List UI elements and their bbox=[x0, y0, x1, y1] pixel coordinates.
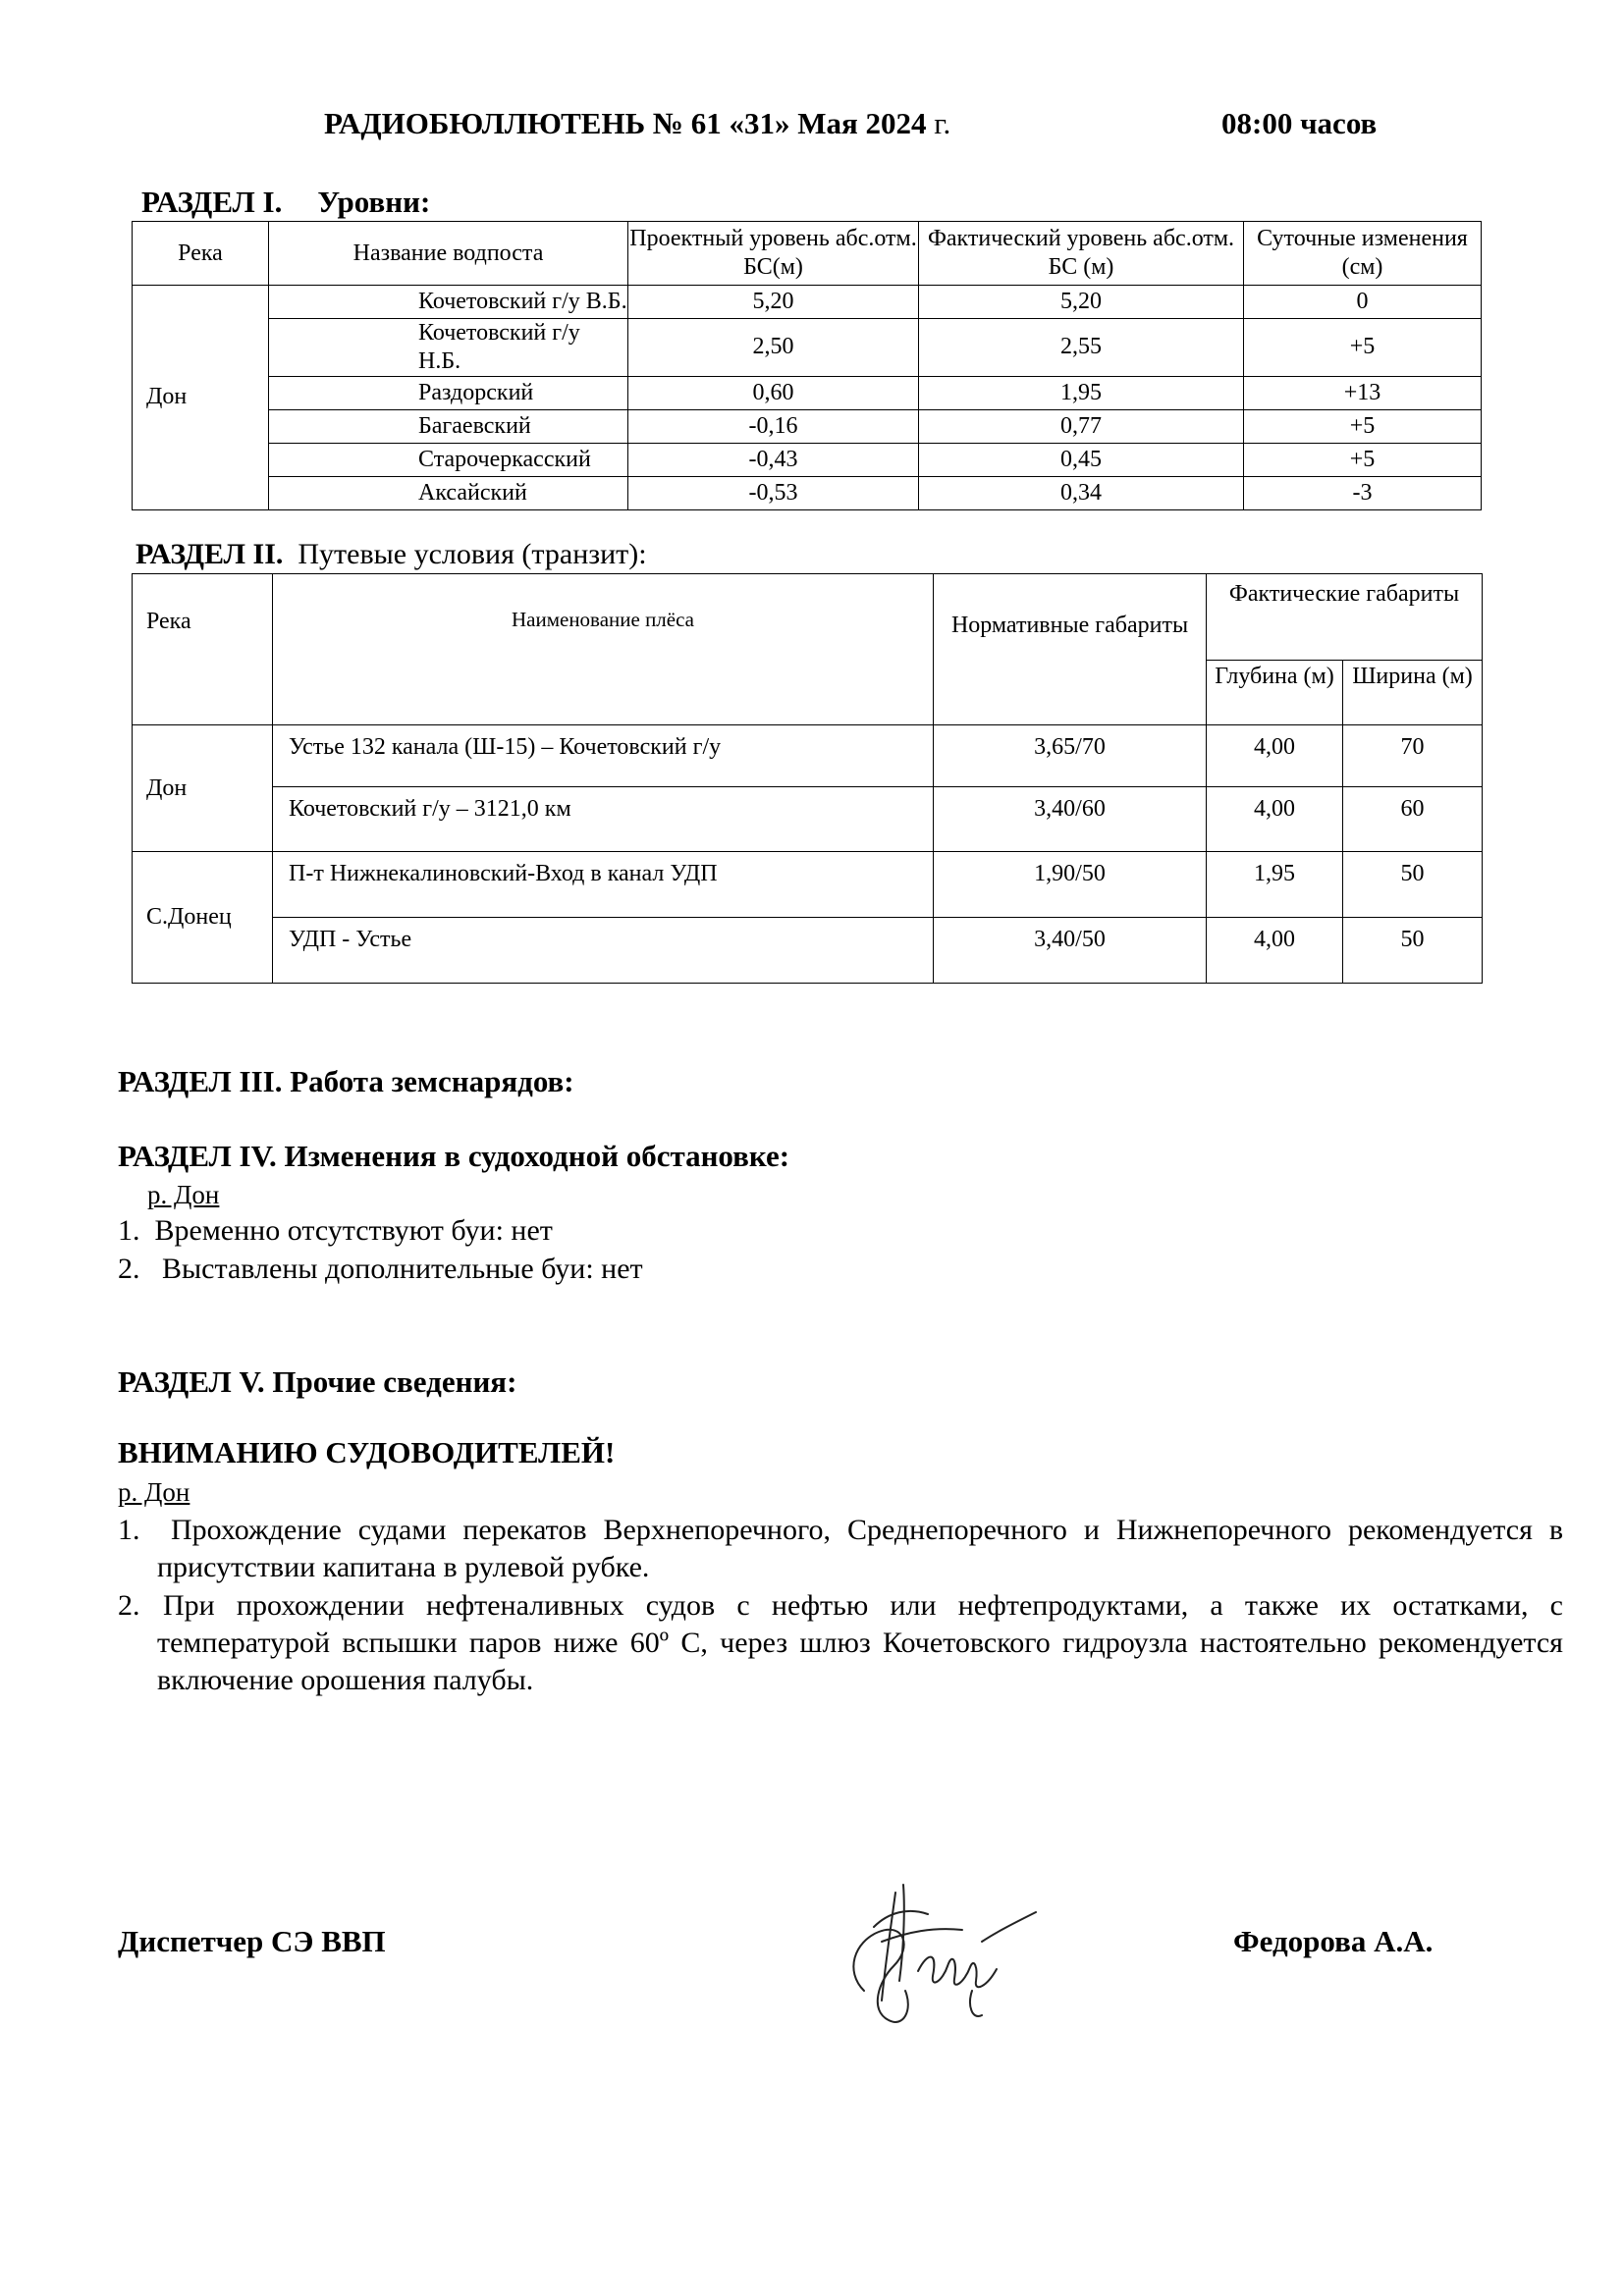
levels-design-cell: -0,16 bbox=[628, 409, 919, 443]
section1-heading bbox=[141, 185, 430, 220]
levels-design-cell: -0,53 bbox=[628, 476, 919, 509]
attention-item-1 bbox=[118, 1512, 1563, 1586]
handwritten-signature bbox=[835, 1873, 1051, 2045]
table-row bbox=[133, 286, 1482, 319]
levels-change-cell: +5 bbox=[1244, 443, 1482, 476]
levels-actual-cell: 0,34 bbox=[919, 476, 1244, 509]
transit-depth-cell: 4,00 bbox=[1207, 787, 1343, 852]
transit-depth-cell: 4,00 bbox=[1207, 918, 1343, 984]
section4-item-1 bbox=[118, 1214, 553, 1248]
levels-actual-cell: 5,20 bbox=[919, 286, 1244, 319]
section4-heading: РАЗДЕЛ IV. Изменения в судоходной обстановке: bbox=[118, 1139, 790, 1173]
table-row bbox=[133, 852, 1483, 918]
transit-depth-cell: 4,00 bbox=[1207, 725, 1343, 787]
table-row bbox=[133, 409, 1482, 443]
levels-header-row bbox=[133, 222, 1482, 286]
levels-actual-cell: 0,45 bbox=[919, 443, 1244, 476]
levels-post-cell: Кочетовский г/у Н.Б. bbox=[269, 319, 628, 377]
transit-header-river: Река bbox=[133, 574, 273, 725]
levels-post-cell: Раздорский bbox=[269, 376, 628, 409]
levels-actual-cell: 2,55 bbox=[919, 319, 1244, 377]
table-row bbox=[133, 725, 1483, 787]
transit-header-actual: Фактические габариты bbox=[1207, 574, 1483, 661]
list-item-text: Прохождение судами перекатов Верхнепоречного, Среднепоречного и Нижнепоречного рекомендуется в присутствии капитана в рулевой рубке. bbox=[157, 1514, 1563, 1583]
list-item-number: 1. bbox=[118, 1514, 140, 1546]
transit-header-reach: Наименование плёса bbox=[273, 574, 934, 725]
table-row bbox=[133, 476, 1482, 509]
table-row bbox=[133, 376, 1482, 409]
levels-post-cell: Старочеркасский bbox=[269, 443, 628, 476]
levels-actual-cell: 0,77 bbox=[919, 409, 1244, 443]
levels-header-river: Река bbox=[133, 222, 269, 286]
transit-table bbox=[132, 573, 1483, 984]
transit-header-depth: Глубина (м) bbox=[1207, 661, 1343, 725]
levels-post-cell: Багаевский bbox=[269, 409, 628, 443]
levels-change-cell: 0 bbox=[1244, 286, 1482, 319]
levels-table bbox=[132, 221, 1482, 510]
list-item-number: 2. bbox=[118, 1589, 140, 1622]
section5-heading: РАЗДЕЛ V. Прочие сведения: bbox=[118, 1364, 517, 1399]
levels-change-cell: +5 bbox=[1244, 319, 1482, 377]
section4-river: р. Дон bbox=[147, 1180, 220, 1209]
levels-change-cell: +5 bbox=[1244, 409, 1482, 443]
levels-post-cell: Кочетовский г/у В.Б. bbox=[269, 286, 628, 319]
signatory-name: Федорова А.А. bbox=[1233, 1924, 1434, 1958]
transit-header-row bbox=[133, 574, 1483, 661]
transit-width-cell: 50 bbox=[1343, 918, 1483, 984]
levels-design-cell: 5,20 bbox=[628, 286, 919, 319]
section2-title: Путевые условия (транзит): bbox=[298, 538, 647, 570]
transit-width-cell: 60 bbox=[1343, 787, 1483, 852]
transit-normative-cell: 1,90/50 bbox=[934, 852, 1207, 918]
levels-header-design: Проектный уровень абс.отм. БС(м) bbox=[628, 222, 919, 286]
transit-normative-cell: 3,40/50 bbox=[934, 918, 1207, 984]
table-row bbox=[133, 443, 1482, 476]
transit-reach-cell: УДП - Устье bbox=[273, 918, 934, 984]
signatory-position: Диспетчер СЭ ВВП bbox=[118, 1924, 386, 1958]
transit-width-cell: 50 bbox=[1343, 852, 1483, 918]
bulletin-title-suffix: г. bbox=[934, 106, 951, 140]
table-row bbox=[133, 918, 1483, 984]
levels-post-cell: Аксайский bbox=[269, 476, 628, 509]
bulletin-time: 08:00 часов bbox=[1221, 106, 1378, 140]
attention-river: р. Дон bbox=[118, 1477, 190, 1507]
section1-title: Уровни: bbox=[317, 185, 431, 219]
levels-header-actual: Фактический уровень абс.отм. БС (м) bbox=[919, 222, 1244, 286]
table-row bbox=[133, 787, 1483, 852]
levels-header-post: Название водпоста bbox=[269, 222, 628, 286]
levels-header-change: Суточные изменения (см) bbox=[1244, 222, 1482, 286]
list-item-number: 1. bbox=[118, 1214, 140, 1247]
transit-river-cell: С.Донец bbox=[133, 852, 273, 984]
section4-item-2 bbox=[118, 1253, 643, 1286]
levels-design-cell: 2,50 bbox=[628, 319, 919, 377]
levels-design-cell: -0,43 bbox=[628, 443, 919, 476]
transit-header-width: Ширина (м) bbox=[1343, 661, 1483, 725]
transit-normative-cell: 3,65/70 bbox=[934, 725, 1207, 787]
list-item-text: При прохождении нефтеналивных судов с нефтью или нефтепродуктами, а также их остатками, с температурой вспышки паров ниже 60º С, через шлюз Кочетовского гидроузла настоятельно рекомендуется включение орошения палубы. bbox=[157, 1589, 1563, 1696]
list-item-text: Выставлены дополнительные буи: нет bbox=[162, 1253, 643, 1285]
attention-heading: ВНИМАНИЮ СУДОВОДИТЕЛЕЙ! bbox=[118, 1435, 616, 1469]
bulletin-title bbox=[324, 106, 950, 141]
table-row bbox=[133, 319, 1482, 377]
section3-heading: РАЗДЕЛ III. Работа земснарядов: bbox=[118, 1064, 574, 1098]
transit-reach-cell: П-т Нижнекалиновский-Вход в канал УДП bbox=[273, 852, 934, 918]
transit-reach-cell: Устье 132 канала (Ш-15) – Кочетовский г/у bbox=[273, 725, 934, 787]
attention-item-2 bbox=[118, 1587, 1563, 1699]
transit-header-normative: Нормативные габариты bbox=[934, 574, 1207, 725]
section2-label: РАЗДЕЛ II. bbox=[135, 538, 284, 570]
levels-design-cell: 0,60 bbox=[628, 376, 919, 409]
list-item-text: Временно отсутствуют буи: нет bbox=[154, 1214, 553, 1247]
transit-width-cell: 70 bbox=[1343, 725, 1483, 787]
transit-river-cell: Дон bbox=[133, 725, 273, 852]
transit-normative-cell: 3,40/60 bbox=[934, 787, 1207, 852]
levels-change-cell: -3 bbox=[1244, 476, 1482, 509]
list-item-number: 2. bbox=[118, 1253, 140, 1285]
section2-heading bbox=[135, 538, 647, 571]
levels-change-cell: +13 bbox=[1244, 376, 1482, 409]
levels-river-cell: Дон bbox=[133, 286, 269, 510]
bulletin-title-text: РАДИОБЮЛЛЮТЕНЬ № 61 «31» Мая 2024 bbox=[324, 106, 927, 140]
section1-label: РАЗДЕЛ I. bbox=[141, 185, 283, 219]
transit-reach-cell: Кочетовский г/у – 3121,0 км bbox=[273, 787, 934, 852]
levels-actual-cell: 1,95 bbox=[919, 376, 1244, 409]
transit-depth-cell: 1,95 bbox=[1207, 852, 1343, 918]
